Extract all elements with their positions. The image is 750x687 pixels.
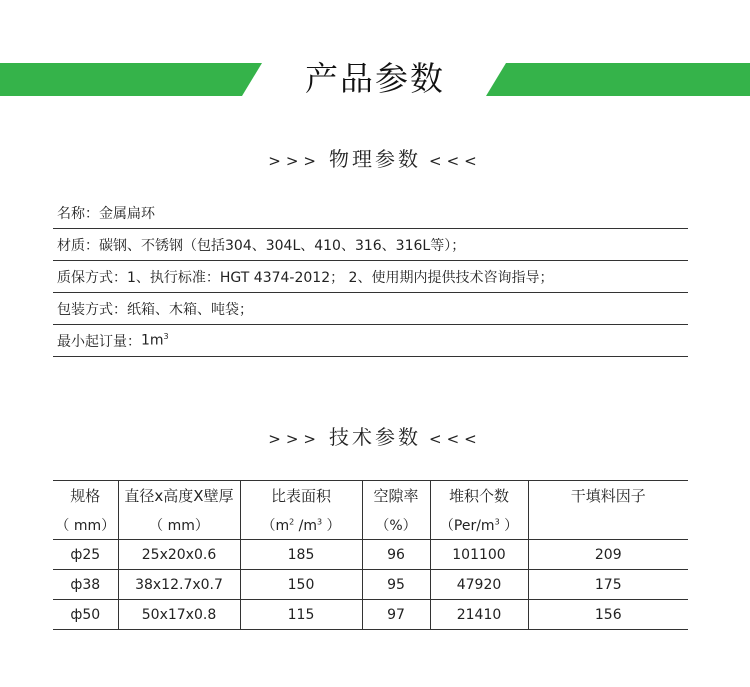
physical-params-list — [53, 197, 688, 357]
arrows-left: >>> — [268, 152, 321, 170]
cell-dry-factor: 175 — [528, 570, 688, 600]
header-cell: 空隙率 — [362, 481, 430, 511]
table-row — [53, 570, 688, 600]
cell-spec: ф38 — [53, 570, 118, 600]
cell-packing-count: 101100 — [430, 540, 528, 570]
header-cell: 规格 — [53, 481, 118, 511]
technical-params-table — [53, 480, 688, 630]
cell-dimensions: 38x12.7x0.7 — [118, 570, 240, 600]
table-row — [53, 540, 688, 570]
physical-section-title — [0, 143, 750, 172]
unit-cell: （%） — [362, 510, 430, 540]
unit-cell: （$m^2$ $/m^3$ ） — [240, 510, 362, 540]
cell-surface-area: 115 — [240, 600, 362, 630]
prop-row-packaging — [53, 293, 688, 325]
table-header-row — [53, 481, 688, 511]
page-title: 产品参数 — [305, 59, 445, 98]
cell-surface-area: 150 — [240, 570, 362, 600]
header-cell: 堆积个数 — [430, 481, 528, 511]
arrows-left: >>> — [268, 430, 321, 448]
prop-label: 质保方式： — [57, 269, 127, 286]
cell-dimensions: 50x17x0.8 — [118, 600, 240, 630]
physical-title-text: 物理参数 — [329, 147, 421, 171]
prop-value: 碳钢、不锈钢（包括304、304L、410、316、316L等）； — [99, 237, 466, 254]
cell-voidage: 96 — [362, 540, 430, 570]
prop-label: 包装方式： — [57, 301, 127, 318]
prop-row-material — [53, 229, 688, 261]
arrows-right: <<< — [429, 152, 482, 170]
table-units-row — [53, 510, 688, 540]
cell-voidage: 95 — [362, 570, 430, 600]
header-cell: 比表面积 — [240, 481, 362, 511]
prop-value: 金属扁环 — [99, 205, 155, 222]
cell-dry-factor: 209 — [528, 540, 688, 570]
prop-row-warranty — [53, 261, 688, 293]
cell-spec: ф50 — [53, 600, 118, 630]
technical-title-text: 技术参数 — [329, 425, 421, 449]
prop-label: 名称： — [57, 205, 99, 222]
arrows-right: <<< — [429, 430, 482, 448]
prop-label: 最小起订量： — [57, 333, 141, 350]
prop-value: $1m^3$ — [141, 332, 169, 349]
prop-row-moq — [53, 325, 688, 357]
cell-voidage: 97 — [362, 600, 430, 630]
table-row — [53, 600, 688, 630]
technical-section-title — [0, 421, 750, 450]
header-cell: 干填料因子 — [528, 481, 688, 511]
cell-dry-factor: 156 — [528, 600, 688, 630]
prop-label: 材质： — [57, 237, 99, 254]
unit-cell — [528, 510, 688, 540]
prop-value: 纸箱、木箱、吨袋； — [127, 301, 253, 318]
cell-packing-count: 47920 — [430, 570, 528, 600]
unit-cell: （ mm） — [53, 510, 118, 540]
cell-surface-area: 185 — [240, 540, 362, 570]
cell-dimensions: 25x20x0.6 — [118, 540, 240, 570]
unit-cell: （ mm） — [118, 510, 240, 540]
prop-row-name — [53, 197, 688, 229]
unit-cell: （$Per/m^3$ ） — [430, 510, 528, 540]
prop-value: 1、执行标准：HGT 4374-2012； 2、使用期内提供技术咨询指导； — [127, 269, 554, 286]
cell-packing-count: 21410 — [430, 600, 528, 630]
cell-spec: ф25 — [53, 540, 118, 570]
header-cell: 直径x高度X壁厚 — [118, 481, 240, 511]
